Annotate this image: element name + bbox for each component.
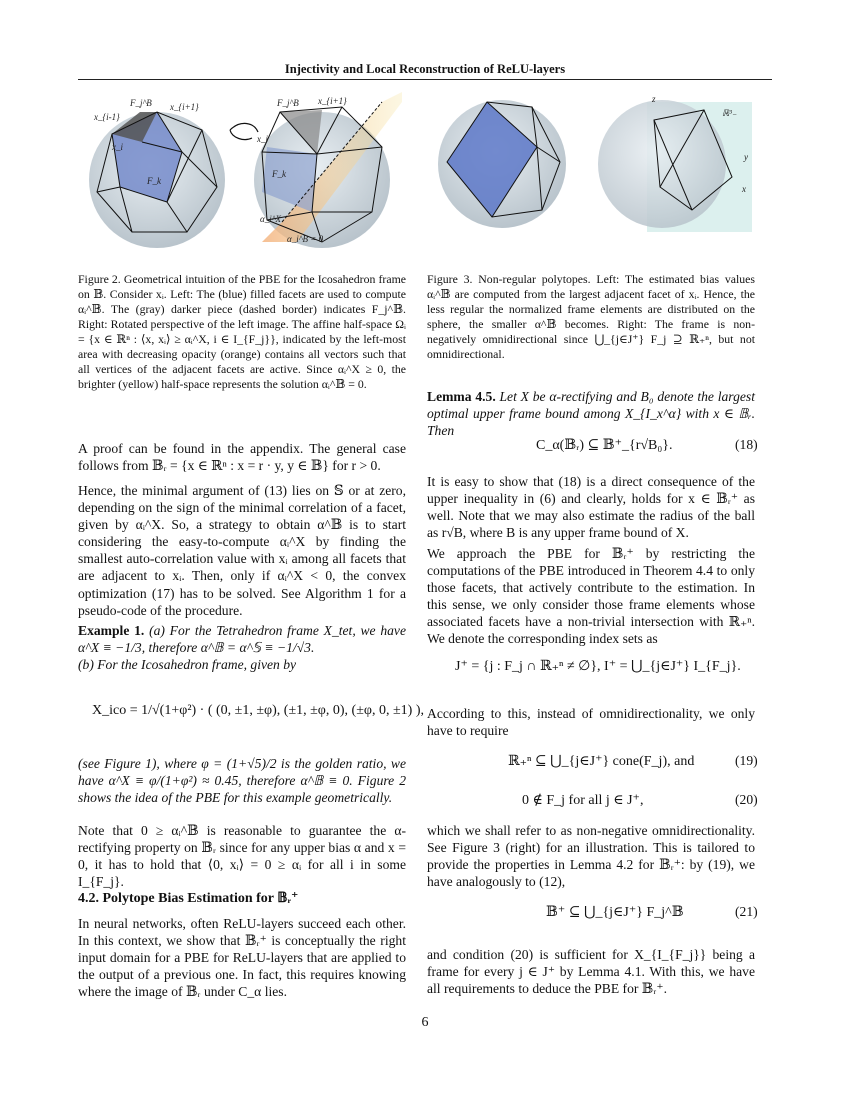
page-number: 6 xyxy=(421,1015,429,1030)
example-lead: Example 1. xyxy=(78,623,145,638)
label-y: y xyxy=(744,152,748,162)
sphere-omni xyxy=(598,100,726,228)
equation-20: 0 ∉ F_j for all j ∈ J⁺, xyxy=(522,793,644,808)
header-rule xyxy=(78,79,772,80)
paragraph-easy-to-show: It is easy to show that (18) is a direct consequence of the upper inequality in (6) and clearly, holds for x ∈ 𝔹ᵣ⁺ as well. Note that we may also estimate the radius of the ball as r√B, where B is any upper frame bound of X. xyxy=(427,474,755,541)
lemma-text: Let X be α-rectifying and B₀ denote the largest optimal upper frame bound among X_{I_x^α} with x ∈ 𝔹ᵣ. Then xyxy=(427,389,755,439)
label-x-next: x_{i+1} xyxy=(170,102,199,112)
label-rminus: ℝ³₋ xyxy=(722,108,737,118)
paragraph-approach: We approach the PBE for 𝔹ᵣ⁺ by restricting the computations of the PBE introduced in Theorem 4.4 to only those facets, that actively contribute to the estimation. In this sense, we only consider those frame elements whose associated facets have a non-trivial intersection with ℝ₊ⁿ. We denote the corresponding index sets as xyxy=(427,546,755,647)
label-fb-right: F_j^B xyxy=(277,98,299,108)
figure-3-caption xyxy=(427,272,755,362)
paragraph-proof: A proof can be found in the appendix. The general case follows from 𝔹ᵣ = {x ∈ ℝⁿ : x = r · y, y ∈ 𝔹} for r > 0. xyxy=(78,441,406,474)
paragraph-non-negative-omni: which we shall refer to as non-negative omnidirectionality. See Figure 3 (right) for an illustration. This is tailored to provide the properties in Lemma 4.2 for 𝔹ᵣ⁺: by (19), we have analogously to (12), xyxy=(427,823,755,890)
example-1 xyxy=(78,622,406,673)
equation-index-sets: J⁺ = {j : F_j ∩ ℝ₊ⁿ ≠ ∅}, I⁺ = ⋃_{j∈J⁺} I_{F_j}. xyxy=(455,659,741,674)
equation-18-number: (18) xyxy=(735,437,758,452)
paragraph-neural-networks: In neural networks, often ReLU-layers succeed each other. In this context, we show that 𝔹ᵣ⁺ is conceptually the right input domain for a PBE for ReLU-layers that are applied to the output of a previous one. In fact, this requires knowing where the image of 𝔹ᵣ under C_α lies. xyxy=(78,916,406,1000)
example-b: (b) For the Icosahedron frame, given by xyxy=(78,657,297,673)
equation-18: C_α(𝔹ᵣ) ⊆ 𝔹⁺_{r√B₀}. xyxy=(536,438,673,453)
running-title: Injectivity and Local Reconstruction of ReLU-layers xyxy=(284,62,566,76)
equation-19: ℝ₊ⁿ ⊆ ⋃_{j∈J⁺} cone(F_j), and xyxy=(508,754,695,769)
section-title: 4.2. Polytope Bias Estimation for 𝔹ᵣ⁺ xyxy=(78,891,299,906)
paragraph-minimal-argument: Hence, the minimal argument of (13) lies on 𝕊 or at zero, depending on the sign of the minimal correlation of a facet, given by αᵢ^X. So, a strategy to obtain α^𝔹 is to start considering the easy-to-compute αᵢ^X by finding the smallest auto-correlation value with xᵢ among all facets that are adjacent to xᵢ. Then, only if αᵢ^X < 0, the convex optimization (17) has to be solved. See Algorithm 1 for a pseudo-code of the procedure. xyxy=(78,483,406,618)
example-a: (a) For the Tetrahedron frame X_tet, we have α^X ≡ −1/3, therefore α^𝔹 = α^𝕊 ≡ −1/√3. xyxy=(78,623,406,656)
fig2-caption-text: Geometrical intuition of the PBE for the Icosahedron frame on 𝔹. Consider xᵢ. Left: The (blue) filled facets are used to compute αᵢ^𝔹. The (gray) darker piece (dashed border) indicates F_j^𝔹. Right: Rotated perspective of the left image. The affine half-space Ωᵢ = {x ∈ ℝⁿ : ⟨x, xᵢ⟩ ≥ αᵢ^X, i ∈ I_{F_j}}, indicated by the left-most area with decreasing opacity (orange) contains all vectors such that all vertices of the adjacent facets are active. Since αᵢ^X ≥ 0, the brighter (yellow) half-space represents the solution αᵢ^𝔹 = 0. xyxy=(78,272,406,391)
equation-xico: X_ico = 1/√(1+φ²) · ( (0, ±1, ±φ), (±1, ±φ, 0), (±φ, 0, ±1) ), xyxy=(92,703,424,718)
label-fb-left: F_j^B xyxy=(130,98,152,108)
label-alpha-b: α_i^B = 0 xyxy=(287,234,324,244)
lemma-lead: Lemma 4.5. xyxy=(427,389,496,404)
label-x-next-right: x_{i+1} xyxy=(318,96,347,106)
rotate-arrow-icon xyxy=(230,123,258,139)
label-xi-right: x_i xyxy=(257,134,268,144)
paragraph-condition: and condition (20) is sufficient for X_{I_{F_j}} being a frame for every j ∈ J⁺ by Lemma 4.1. With this, we have all requirements to deduce the PBE for 𝔹ᵣ⁺. xyxy=(427,947,755,997)
equation-21: 𝔹⁺ ⊆ ⋃_{j∈J⁺} F_j^𝔹 xyxy=(546,905,684,920)
paragraph-note: Note that 0 ≥ αᵢ^𝔹 is reasonable to guarantee the α-rectifying property on 𝔹ᵣ since for any upper bias α and x = 0, it has to hold that ⟨0, xᵢ⟩ = 0 ≥ αᵢ for all i in some I_{F_j}. xyxy=(78,823,406,890)
label-x: x xyxy=(742,184,746,194)
label-fk-right: F_k xyxy=(272,169,286,179)
equation-20-number: (20) xyxy=(735,792,758,807)
figure-2-graphic xyxy=(82,92,402,252)
fig3-caption-lead: Figure 3. xyxy=(427,272,473,286)
label-z: z xyxy=(652,94,656,104)
paragraph-according: According to this, instead of omnidirectionality, we only have to require xyxy=(427,706,755,739)
equation-21-number: (21) xyxy=(735,904,758,919)
fig2-caption-lead: Figure 2. xyxy=(78,272,121,286)
label-fk: F_k xyxy=(147,176,161,186)
figure-3-graphic xyxy=(432,92,762,242)
example-c: (see Figure 1), where φ = (1+√5)/2 is the golden ratio, we have α^X ≡ φ/(1+φ²) ≈ 0.45, therefore α^𝔹 ≡ 0. Figure 2 shows the idea of the PBE for this example geometrically. xyxy=(78,756,406,806)
fig3-caption-text: Non-regular polytopes. Left: The estimated bias values αᵢ^𝔹 are computed from the largest adjacent facet of xᵢ. Hence, the less regular the normalized frame elements are distributed on the sphere, the smaller α^𝔹 becomes. Right: The frame is non-negatively omnidirectional since ⋃_{j∈J⁺} F_j ⊇ ℝ₊ⁿ, but not omnidirectional. xyxy=(427,272,755,361)
label-x-prev: x_{i-1} xyxy=(94,112,120,122)
lemma-4-5 xyxy=(427,388,755,439)
equation-19-number: (19) xyxy=(735,753,758,768)
figure-2-caption xyxy=(78,272,406,392)
label-xi: x_i xyxy=(112,142,123,152)
label-alpha-x: α_i^X xyxy=(260,214,282,224)
